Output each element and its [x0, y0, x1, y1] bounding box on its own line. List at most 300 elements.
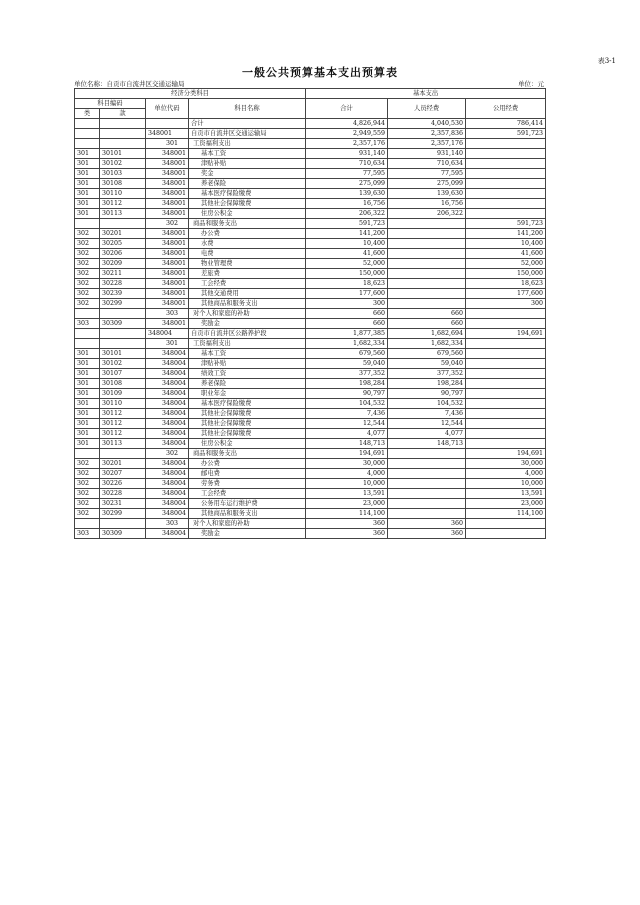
cell-public: 23,000	[466, 499, 546, 509]
cell-kuan	[100, 329, 146, 339]
table-row	[75, 219, 546, 229]
cell-personnel: 16,756	[388, 199, 466, 209]
table-row	[75, 299, 546, 309]
cell-subject-name: 绩效工资	[189, 369, 306, 379]
cell-total: 931,140	[306, 149, 388, 159]
cell-personnel	[388, 249, 466, 259]
cell-lei: 301	[75, 349, 100, 359]
cell-personnel	[388, 259, 466, 269]
cell-unit-code: 348001	[146, 149, 189, 159]
cell-total: 660	[306, 309, 388, 319]
header-basic: 基本支出	[306, 89, 546, 99]
cell-kuan: 30110	[100, 189, 146, 199]
cell-public	[466, 389, 546, 399]
cell-total: 360	[306, 519, 388, 529]
cell-public	[466, 379, 546, 389]
cell-personnel: 710,634	[388, 159, 466, 169]
cell-subject-name: 邮电费	[189, 469, 306, 479]
cell-kuan	[100, 119, 146, 129]
cell-unit-code: 348004	[146, 349, 189, 359]
cell-public	[466, 409, 546, 419]
cell-subject-name: 差旅费	[189, 269, 306, 279]
table-row	[75, 469, 546, 479]
header-subject-name: 科目名称	[189, 99, 306, 119]
cell-unit-code: 348004	[146, 429, 189, 439]
cell-kuan: 30101	[100, 149, 146, 159]
cell-personnel	[388, 459, 466, 469]
cell-lei: 301	[75, 179, 100, 189]
table-row	[75, 329, 546, 339]
cell-total: 1,682,334	[306, 339, 388, 349]
cell-lei	[75, 329, 100, 339]
cell-unit-code: 348001	[146, 129, 189, 139]
cell-total: 30,000	[306, 459, 388, 469]
cell-subject-name: 自贡市自流井区交通运输局	[189, 129, 306, 139]
cell-personnel	[388, 219, 466, 229]
table-row	[75, 269, 546, 279]
cell-kuan: 30108	[100, 179, 146, 189]
cell-lei: 301	[75, 389, 100, 399]
cell-lei: 301	[75, 209, 100, 219]
cell-kuan: 30309	[100, 529, 146, 539]
table-row	[75, 349, 546, 359]
cell-total: 90,797	[306, 389, 388, 399]
cell-subject-name: 津贴补贴	[189, 159, 306, 169]
cell-lei: 302	[75, 459, 100, 469]
cell-public	[466, 359, 546, 369]
cell-unit-code: 348004	[146, 329, 189, 339]
table-row	[75, 359, 546, 369]
cell-kuan: 30109	[100, 389, 146, 399]
cell-kuan: 30239	[100, 289, 146, 299]
cell-subject-name: 合计	[189, 119, 306, 129]
cell-kuan: 30112	[100, 409, 146, 419]
table-row	[75, 209, 546, 219]
cell-public	[466, 519, 546, 529]
cell-public: 591,723	[466, 219, 546, 229]
cell-subject-name: 商品和服务支出	[189, 449, 306, 459]
cell-subject-name: 工资福利支出	[189, 139, 306, 149]
cell-lei	[75, 309, 100, 319]
cell-group-code: 301	[146, 339, 189, 349]
cell-public: 591,723	[466, 129, 546, 139]
cell-total: 194,691	[306, 449, 388, 459]
cell-unit-code: 348004	[146, 419, 189, 429]
table-row	[75, 499, 546, 509]
cell-personnel: 660	[388, 319, 466, 329]
header-public: 公用经费	[466, 99, 546, 119]
cell-total: 18,623	[306, 279, 388, 289]
table-row	[75, 519, 546, 529]
table-row	[75, 449, 546, 459]
cell-total: 710,634	[306, 159, 388, 169]
cell-kuan: 30228	[100, 279, 146, 289]
table-row	[75, 369, 546, 379]
cell-total: 114,100	[306, 509, 388, 519]
header-total: 合计	[306, 99, 388, 119]
table-row	[75, 129, 546, 139]
cell-unit-code: 348001	[146, 159, 189, 169]
cell-public: 786,414	[466, 119, 546, 129]
cell-total: 7,436	[306, 409, 388, 419]
cell-unit-code: 348001	[146, 259, 189, 269]
cell-public: 150,000	[466, 269, 546, 279]
cell-public	[466, 199, 546, 209]
cell-lei: 301	[75, 199, 100, 209]
cell-personnel: 148,713	[388, 439, 466, 449]
cell-unit-code: 348004	[146, 459, 189, 469]
cell-kuan: 30113	[100, 209, 146, 219]
cell-personnel	[388, 499, 466, 509]
cell-lei: 301	[75, 379, 100, 389]
cell-lei	[75, 139, 100, 149]
cell-lei: 302	[75, 279, 100, 289]
cell-total: 13,591	[306, 489, 388, 499]
cell-unit-code: 348001	[146, 169, 189, 179]
cell-kuan: 30113	[100, 439, 146, 449]
cell-group-code: 302	[146, 449, 189, 459]
cell-personnel: 1,682,694	[388, 329, 466, 339]
cell-total: 52,000	[306, 259, 388, 269]
cell-kuan	[100, 129, 146, 139]
cell-total: 4,826,944	[306, 119, 388, 129]
cell-kuan	[100, 339, 146, 349]
cell-unit-code: 348004	[146, 399, 189, 409]
cell-public: 177,600	[466, 289, 546, 299]
cell-unit-code: 348001	[146, 319, 189, 329]
cell-unit-code: 348004	[146, 439, 189, 449]
cell-public	[466, 189, 546, 199]
cell-lei: 302	[75, 489, 100, 499]
cell-total: 2,357,176	[306, 139, 388, 149]
cell-unit-code: 348004	[146, 489, 189, 499]
table-row	[75, 289, 546, 299]
cell-personnel	[388, 449, 466, 459]
cell-public	[466, 349, 546, 359]
cell-kuan: 30207	[100, 469, 146, 479]
cell-personnel: 139,630	[388, 189, 466, 199]
table-row	[75, 189, 546, 199]
table-row	[75, 309, 546, 319]
cell-personnel	[388, 469, 466, 479]
cell-subject-name: 其他商品和服务支出	[189, 299, 306, 309]
cell-public	[466, 169, 546, 179]
table-row	[75, 249, 546, 259]
cell-subject-name: 其他社会保障缴费	[189, 429, 306, 439]
table-row	[75, 229, 546, 239]
cell-subject-name: 其他交通费用	[189, 289, 306, 299]
cell-subject-name: 养老保险	[189, 179, 306, 189]
cell-subject-name: 劳务费	[189, 479, 306, 489]
cell-lei: 302	[75, 239, 100, 249]
table-row	[75, 389, 546, 399]
cell-subject-name: 办公费	[189, 459, 306, 469]
cell-group-code: 301	[146, 139, 189, 149]
cell-total: 206,322	[306, 209, 388, 219]
cell-personnel	[388, 269, 466, 279]
cell-lei: 301	[75, 419, 100, 429]
cell-subject-name: 对个人和家庭的补助	[189, 309, 306, 319]
cell-public	[466, 179, 546, 189]
cell-lei	[75, 339, 100, 349]
cell-kuan: 30102	[100, 359, 146, 369]
cell-kuan	[100, 449, 146, 459]
cell-public: 41,600	[466, 249, 546, 259]
cell-personnel: 90,797	[388, 389, 466, 399]
header-personnel: 人员经费	[388, 99, 466, 119]
cell-subject-name: 基本工资	[189, 149, 306, 159]
table-row	[75, 339, 546, 349]
cell-personnel	[388, 279, 466, 289]
cell-lei: 301	[75, 429, 100, 439]
cell-kuan: 30226	[100, 479, 146, 489]
cell-subject-name: 基本工资	[189, 349, 306, 359]
cell-total: 16,756	[306, 199, 388, 209]
table-row	[75, 159, 546, 169]
cell-lei: 302	[75, 249, 100, 259]
header-row-1	[75, 89, 546, 99]
cell-total: 591,723	[306, 219, 388, 229]
cell-kuan	[100, 219, 146, 229]
cell-total: 300	[306, 299, 388, 309]
cell-kuan: 30101	[100, 349, 146, 359]
cell-subject-name: 津贴补贴	[189, 359, 306, 369]
cell-group-code: 303	[146, 519, 189, 529]
cell-public	[466, 209, 546, 219]
cell-lei: 301	[75, 169, 100, 179]
cell-total: 77,595	[306, 169, 388, 179]
header-econ-class: 经济分类科目	[75, 89, 306, 99]
cell-public	[466, 159, 546, 169]
header-kuan: 款	[100, 109, 146, 119]
cell-lei: 302	[75, 299, 100, 309]
cell-lei	[75, 119, 100, 129]
table-row	[75, 419, 546, 429]
cell-subject-name: 奖金	[189, 169, 306, 179]
cell-total: 141,200	[306, 229, 388, 239]
cell-unit-code: 348001	[146, 209, 189, 219]
cell-unit-code: 348004	[146, 359, 189, 369]
table-row	[75, 409, 546, 419]
cell-group-code: 303	[146, 309, 189, 319]
cell-total: 377,352	[306, 369, 388, 379]
cell-subject-name: 住房公积金	[189, 439, 306, 449]
cell-unit-code: 348004	[146, 409, 189, 419]
unit-label: 单位：元	[518, 80, 544, 88]
cell-public	[466, 339, 546, 349]
cell-kuan: 30205	[100, 239, 146, 249]
cell-kuan: 30112	[100, 429, 146, 439]
cell-subject-name: 其他商品和服务支出	[189, 509, 306, 519]
cell-subject-name: 工会经费	[189, 279, 306, 289]
cell-personnel: 4,040,530	[388, 119, 466, 129]
cell-unit-code: 348001	[146, 189, 189, 199]
cell-unit-code: 348001	[146, 239, 189, 249]
cell-total: 4,077	[306, 429, 388, 439]
cell-subject-name: 奖励金	[189, 319, 306, 329]
cell-subject-name: 物业管理费	[189, 259, 306, 269]
cell-lei	[75, 129, 100, 139]
cell-subject-name: 工资福利支出	[189, 339, 306, 349]
header-row-2	[75, 99, 546, 109]
cell-total: 1,877,385	[306, 329, 388, 339]
table-row	[75, 459, 546, 469]
cell-total: 360	[306, 529, 388, 539]
cell-unit-code: 348001	[146, 299, 189, 309]
table-row	[75, 179, 546, 189]
cell-unit-code: 348001	[146, 229, 189, 239]
cell-unit-code: 348001	[146, 199, 189, 209]
cell-public: 194,691	[466, 329, 546, 339]
cell-lei	[75, 449, 100, 459]
cell-public	[466, 439, 546, 449]
cell-kuan: 30299	[100, 509, 146, 519]
cell-lei	[75, 519, 100, 529]
cell-kuan: 30299	[100, 299, 146, 309]
cell-subject-name: 其他社会保障缴费	[189, 419, 306, 429]
cell-subject-name: 工会经费	[189, 489, 306, 499]
cell-lei: 301	[75, 189, 100, 199]
cell-kuan: 30110	[100, 399, 146, 409]
header-subject-code: 科目编码	[75, 99, 146, 109]
budget-table	[74, 88, 546, 539]
cell-subject-name: 其他社会保障缴费	[189, 409, 306, 419]
cell-kuan: 30201	[100, 459, 146, 469]
table-row	[75, 429, 546, 439]
table-row	[75, 259, 546, 269]
cell-unit-code: 348001	[146, 289, 189, 299]
cell-personnel	[388, 229, 466, 239]
cell-total: 10,400	[306, 239, 388, 249]
cell-total: 275,099	[306, 179, 388, 189]
table-row	[75, 239, 546, 249]
cell-personnel	[388, 479, 466, 489]
table-row	[75, 479, 546, 489]
cell-public: 194,691	[466, 449, 546, 459]
cell-public: 18,623	[466, 279, 546, 289]
cell-kuan: 30112	[100, 419, 146, 429]
cell-kuan	[100, 139, 146, 149]
cell-kuan: 30201	[100, 229, 146, 239]
cell-personnel: 377,352	[388, 369, 466, 379]
cell-public: 52,000	[466, 259, 546, 269]
cell-kuan: 30228	[100, 489, 146, 499]
cell-unit-code: 348004	[146, 529, 189, 539]
cell-total: 2,949,559	[306, 129, 388, 139]
cell-total: 4,000	[306, 469, 388, 479]
cell-subject-name: 水费	[189, 239, 306, 249]
cell-public: 114,100	[466, 509, 546, 519]
cell-lei: 301	[75, 369, 100, 379]
page-title: 一般公共预算基本支出预算表	[242, 66, 398, 79]
cell-personnel: 59,040	[388, 359, 466, 369]
cell-subject-name: 养老保险	[189, 379, 306, 389]
cell-public: 4,000	[466, 469, 546, 479]
cell-unit-code: 348004	[146, 369, 189, 379]
cell-personnel: 931,140	[388, 149, 466, 159]
cell-public: 141,200	[466, 229, 546, 239]
cell-subject-name: 自贡市自流井区公路养护段	[189, 329, 306, 339]
cell-personnel	[388, 289, 466, 299]
cell-total: 12,544	[306, 419, 388, 429]
cell-personnel: 2,357,176	[388, 139, 466, 149]
cell-personnel: 275,099	[388, 179, 466, 189]
table-row	[75, 169, 546, 179]
table-row	[75, 119, 546, 129]
cell-public	[466, 419, 546, 429]
cell-total: 41,600	[306, 249, 388, 259]
cell-kuan: 30108	[100, 379, 146, 389]
cell-unit-code: 348004	[146, 389, 189, 399]
header-lei: 类	[75, 109, 100, 119]
cell-lei: 303	[75, 319, 100, 329]
cell-unit-code: 348001	[146, 279, 189, 289]
table-row	[75, 149, 546, 159]
cell-public	[466, 529, 546, 539]
table-tag: 表3-1	[597, 57, 616, 65]
cell-lei: 302	[75, 509, 100, 519]
table-row	[75, 439, 546, 449]
table-row	[75, 279, 546, 289]
table-row	[75, 199, 546, 209]
cell-personnel: 206,322	[388, 209, 466, 219]
cell-personnel	[388, 509, 466, 519]
cell-lei	[75, 219, 100, 229]
table-row	[75, 379, 546, 389]
cell-public: 300	[466, 299, 546, 309]
cell-subject-name: 商品和服务支出	[189, 219, 306, 229]
cell-personnel	[388, 239, 466, 249]
cell-personnel	[388, 299, 466, 309]
cell-public	[466, 429, 546, 439]
cell-unit-code: 348004	[146, 379, 189, 389]
cell-kuan	[100, 519, 146, 529]
cell-public: 10,400	[466, 239, 546, 249]
cell-lei: 302	[75, 259, 100, 269]
cell-personnel: 1,682,334	[388, 339, 466, 349]
cell-kuan: 30107	[100, 369, 146, 379]
cell-personnel	[388, 489, 466, 499]
table-row	[75, 139, 546, 149]
cell-total: 150,000	[306, 269, 388, 279]
unit-name: 单位名称：自贡市自流井区交通运输局	[74, 80, 185, 88]
cell-public	[466, 369, 546, 379]
cell-total: 139,630	[306, 189, 388, 199]
table-row	[75, 399, 546, 409]
cell-lei: 302	[75, 269, 100, 279]
cell-unit-code: 348004	[146, 499, 189, 509]
cell-public: 10,000	[466, 479, 546, 489]
cell-total: 10,000	[306, 479, 388, 489]
cell-total: 660	[306, 319, 388, 329]
cell-subject-name: 职业年金	[189, 389, 306, 399]
cell-personnel: 7,436	[388, 409, 466, 419]
cell-personnel: 660	[388, 309, 466, 319]
cell-public: 30,000	[466, 459, 546, 469]
cell-public	[466, 149, 546, 159]
cell-unit-code: 348004	[146, 469, 189, 479]
cell-public: 13,591	[466, 489, 546, 499]
cell-unit-code: 348004	[146, 479, 189, 489]
cell-lei: 301	[75, 359, 100, 369]
cell-unit-code: 348001	[146, 179, 189, 189]
cell-unit-code: 348004	[146, 509, 189, 519]
cell-kuan	[100, 309, 146, 319]
cell-personnel: 77,595	[388, 169, 466, 179]
cell-kuan: 30103	[100, 169, 146, 179]
cell-lei: 301	[75, 149, 100, 159]
cell-kuan: 30206	[100, 249, 146, 259]
